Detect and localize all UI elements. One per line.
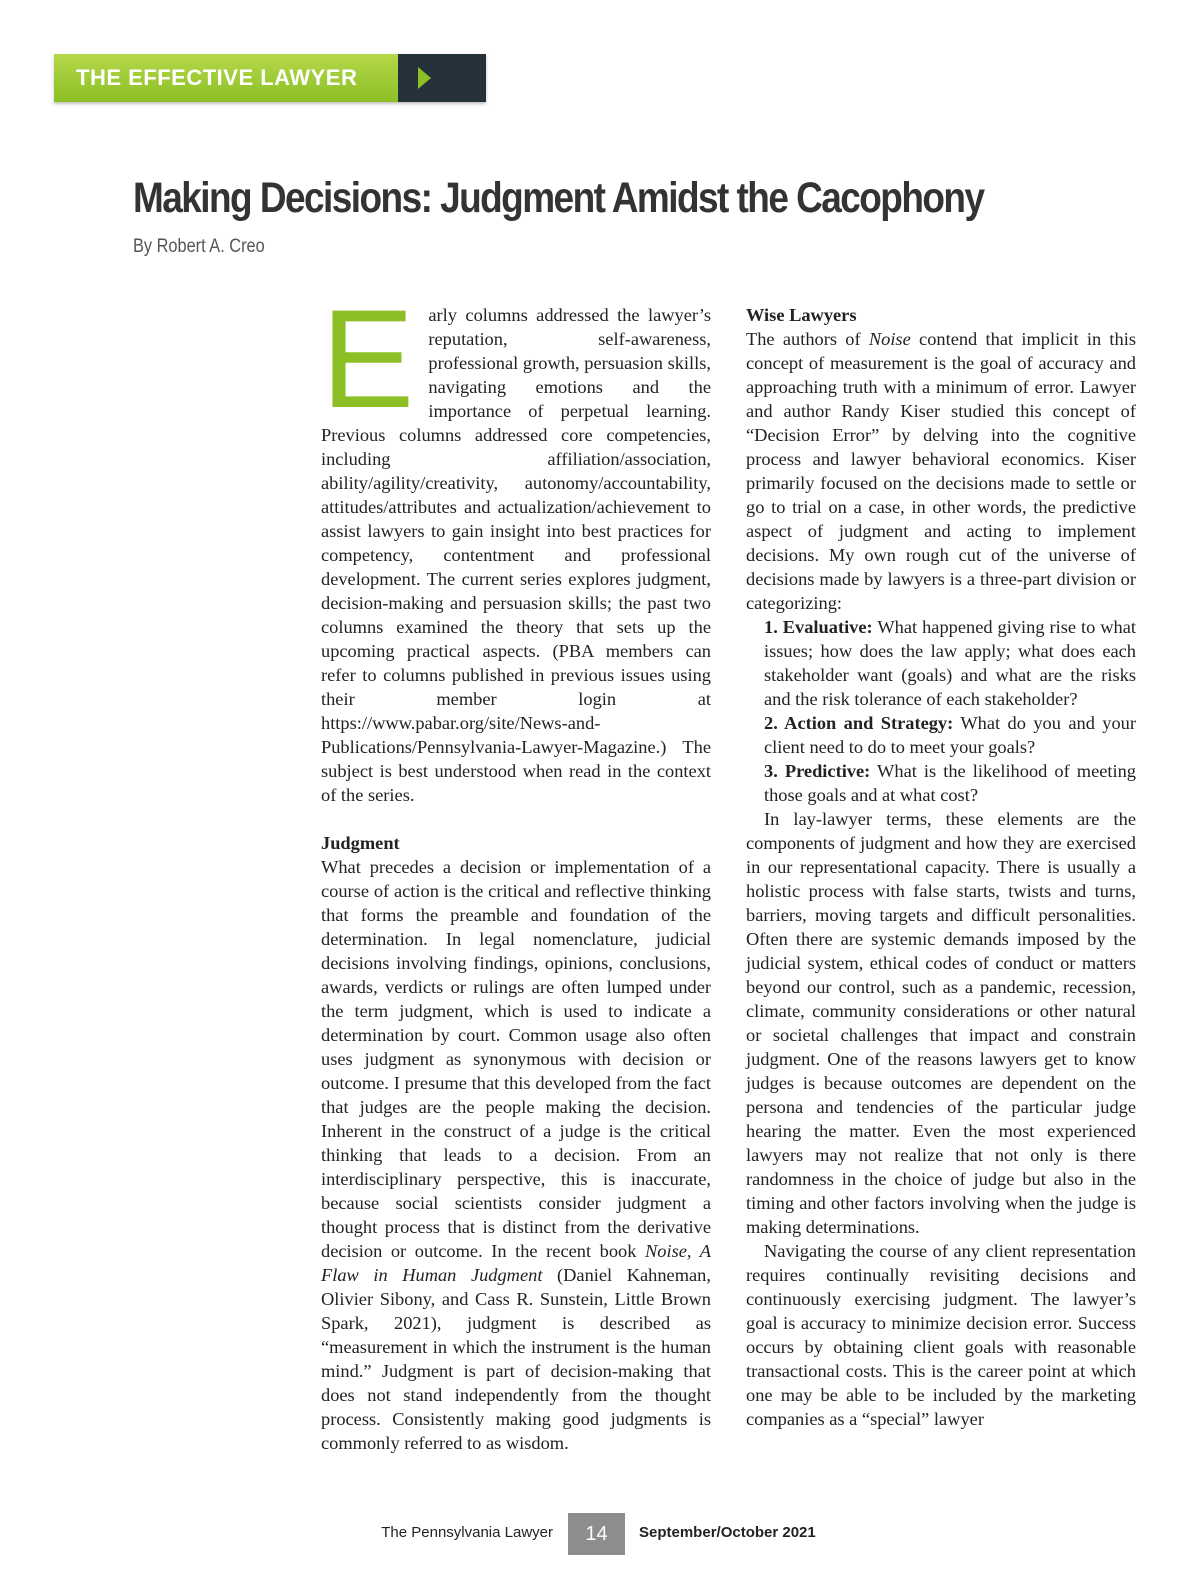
play-arrow-icon [418,67,431,89]
column-left [321,280,711,1455]
column-right [746,303,1136,1431]
banner-label-box [54,54,398,102]
list-item-text: What is the likelihood of meeting those goals and at what cost? [764,761,1137,805]
list-item-label: 1. Evaluative: [764,617,873,637]
list-item-text: What do you and your client need to do to meet your goals? [764,713,1136,757]
section-banner [54,54,486,102]
intro-text: arly columns addressed the lawyer’s reputation, self-awareness, professional growth, persuasion skills, navigating emotions and the importance of perpetual learning. Previous columns addressed core competencies, including affiliation/association, ability/agility/creativity, autonomy/accountability, attitudes/attributes and actualization/achievement to assist lawyers to gain insight into best practices for competency, contentment and professional development. The current series explores judgment, decision-making and persuasion skills; the past two columns examined the theory that sets up the upcoming practical aspects. (PBA members can refer to columns published in previous issues using their member login at https://www.pabar.org/site/News-and-Publications/Pennsylvania-Lawyer-Magazine.) The subject is best understood when read in the context of the series. [321,305,711,805]
article-title: Making Decisions: Judgment Amidst the Cacophony [133,174,984,222]
judgment-heading: Judgment [321,833,400,853]
page-number: 14 [568,1513,625,1555]
article-byline: By Robert A. Creo [133,236,265,257]
publication-name: The Pennsylvania Lawyer [381,1524,553,1541]
noise-title: Noise [868,329,911,349]
intro-paragraph [321,280,711,807]
banner-arrow-box [398,54,486,102]
section-label: THE EFFECTIVE LAWYER [76,65,358,90]
book-title: Noise, A Flaw in Human Judgment [321,1241,711,1285]
wise-text-a: The authors of [746,329,861,349]
list-item [746,615,1136,711]
wise-paragraph [746,327,1136,615]
wise-text-b: contend that implicit in this concept of measurement is the goal of accuracy and approaching truth with a minimum of error. Lawyer and author Randy Kiser studied this concept of “Decision Error” by delving into the cognitive process and lawyer behavioral economics. Kiser primarily focused on the decisions made to settle or go to trial on a case, in other words, the predictive aspect of judgment and acting to implement decisions. My own rough cut of the universe of decisions made by lawyers is a three-part division or categorizing: [746,329,1136,613]
wise-lawyers-heading: Wise Lawyers [746,305,857,325]
navigating-paragraph: Navigating the course of any client representation requires continually revisiting decisions and continuously exercising judgment. The lawyer’s goal is accuracy to minimize decision error. Success occurs by obtaining client goals with reasonable transactional costs. This is the career point at which one may be able to be included by the marketing companies as a “special” lawyer [746,1241,1136,1429]
judgment-text-b: (Daniel Kahneman, Olivier Sibony, and Cass R. Sunstein, Little Brown Spark, 2021), judgment is described as “measurement in which the instrument is the human mind.” Judgment is part of decision-making that does not stand independently from the thought process. Consistently making good judgments is commonly referred to as wisdom. [321,1265,711,1453]
page-footer [0,1513,1200,1555]
issue-date: September/October 2021 [639,1524,816,1541]
list-item-label: 2. Action and Strategy: [764,713,954,733]
lay-lawyer-paragraph: In lay-lawyer terms, these elements are the components of judgment and how they are exercised in our representational capacity. There is usually a holistic process with false starts, twists and turns, barriers, moving targets and difficult personalities. Often there are systemic demands imposed by the judicial system, ethical codes of conduct or matters beyond our control, such as a pandemic, recession, climate, community considerations or other natural or societal challenges that impact and constrain judgment. One of the reasons lawyers get to know judges is because outcomes are dependent on the persona and tendencies of the particular judge hearing the matter. Even the most experienced lawyers may not realize that not only is there randomness in the choice of judge but also in the timing and other factors involving when the judge is making determinations. [746,809,1136,1237]
list-item [746,759,1136,807]
judgment-paragraph [321,855,711,1455]
list-item [746,711,1136,759]
list-item-text: What happened giving rise to what issues; how does the law apply; what does each stakeholder want (goals) and what are the risks and the risk tolerance of each stakeholder? [764,617,1137,709]
list-item-label: 3. Predictive: [764,761,871,781]
judgment-text-a: What precedes a decision or implementation of a course of action is the critical and reflective thinking that forms the preamble and foundation of the determination. In legal nomenclature, judicial decisions involving findings, opinions, conclusions, awards, verdicts or rulings are often lumped under the term judgment, which is used to indicate a determination by court. Common usage also often uses judgment as synonymous with decision or outcome. I presume that this developed from the fact that judges are the people making the decision. Inherent in the construct of a judge is the critical thinking that leads to a decision. From an interdisciplinary perspective, this is inaccurate, because social scientists consider judgment a thought process that is distinct from the derivative decision or outcome. In the recent book [321,857,711,1261]
drop-cap: E [321,280,415,437]
